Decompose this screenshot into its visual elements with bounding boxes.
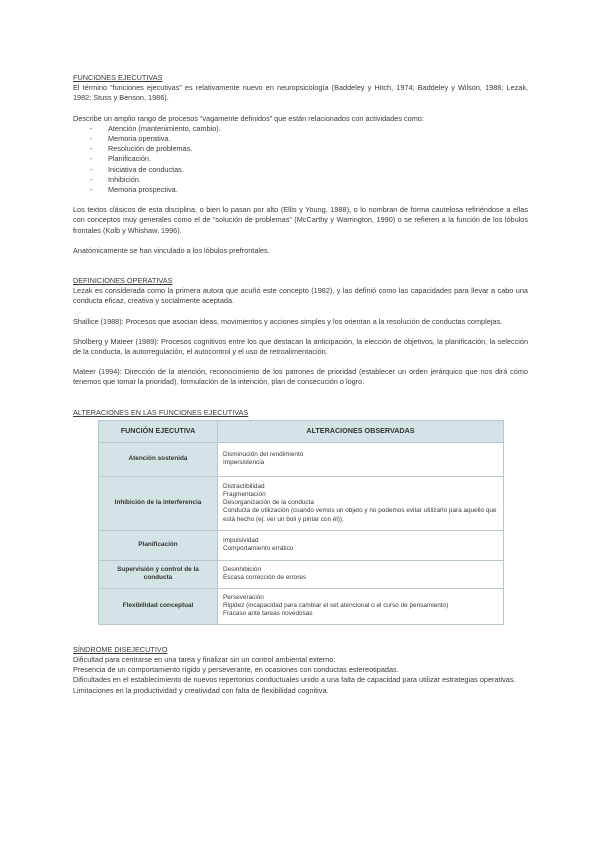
classics-paragraph: Los textos clásicos de esta disciplina, o bien lo pasan por alto (Ellis y Young, 1988), o lo nombran de forma cautelosa refiriéndose a ellas con conceptos muy generales como el de “solución de problemas” (McCarthy y Warrington, 1990) o se refieren a la función de los lóbulos frontales (Kolb y Whishaw, 1996). [73,205,528,235]
describe-paragraph: Describe un amplio rango de procesos “vagamente definidos” que están relacionados con actividades como: [73,113,424,123]
alterations-cell [218,560,504,588]
alteraciones-table [98,420,504,625]
alteration-line: Desinhibición [223,566,262,574]
alteration-line: Fragmentación [223,491,266,499]
section-heading-alteraciones: ALTERACIONES EN LAS FUNCIONES EJECUTIVAS [73,407,249,417]
alteration-line: Impersistencia [223,459,265,467]
function-cell: Inhibición de la interferencia [99,476,218,530]
sindrome-line: Limitaciones en la productividad y creatividad con falta de flexibilidad cognitiva. [73,685,329,695]
alteration-line: Desorganización de la conducta [223,499,314,507]
section-heading-definiciones: DEFINICIONES OPERATIVAS [73,276,173,286]
list-item: - Iniciativa de conductas. [73,165,528,175]
function-cell: Planificación [99,530,218,560]
alteration-line: Fracaso ante tareas novedosas [223,610,313,618]
alteration-line: Disminución del rendimiento [223,451,304,459]
activities-list [73,124,528,195]
lezak-paragraph: Lezak es considerada como la primera autora que acuñó este concepto (1982), y las definió como las capacidades para llevar a cabo una conducta eficaz, creativa y socialmente aceptada. [73,286,528,306]
alteration-line: Perseveración [223,594,264,602]
intro-paragraph: El término “funciones ejecutivas” es relativamente nuevo en neuropsicología (Baddeley y Hitch, 1974; Baddeley y Wilson, 1988; Lezak, 1982; Stuss y Benson, 1986). [73,83,528,103]
sindrome-line: Presencia de un comportamiento rígido y perseverante, en ocasiones con conductas estereotipadas. [73,665,399,675]
table-row [99,442,504,476]
mateer-paragraph: Mateer (1994): Dirección de la atención, reconocimiento de los patrones de prioridad (establecer un orden jerárquico que nos dirá cómo tenemos que tomar la prioridad), formulación de la intención, plan de consecución o logro. [73,367,528,387]
table-row [99,530,504,560]
alterations-cell [218,476,504,530]
list-item: - Resolución de problemas. [73,144,528,154]
alteration-line: Impulsividad [223,537,259,545]
list-item: - Memoria prospectiva. [73,185,528,195]
table-row [99,476,504,530]
section-heading-funciones: FUNCIONES EJECUTIVAS [73,73,163,82]
alterations-cell [218,442,504,476]
alteration-line: Escasa corrección de errores [223,574,307,582]
document-page [73,73,528,696]
anatomy-paragraph: Anatómicamente se han vinculado a los lóbulos prefrontales. [73,245,270,255]
column-header-funcion: FUNCIÓN EJECUTIVA [99,420,218,442]
sholberg-paragraph: Sholberg y Mateer (1989): Procesos cognitivos entre los que destacan la anticipación, la elección de objetivos, la planificación, la selección de la conducta, la autorregulación, el autocontrol y el uso de retroalimentación. [73,336,528,357]
table-row [99,588,504,624]
alteration-line: Comportamiento errático [223,545,294,553]
alteration-line: Conducta de utilización (cuando vemos un objeto y no podemos evitar utilizarlo para aquello que está hecho (ej: ver un boli y pintar con él)). [223,507,497,523]
list-item: - Inhibición. [73,175,528,185]
table-row [99,560,504,588]
function-cell: Flexibilidad conceptual [99,588,218,624]
alterations-cell [218,588,504,624]
column-header-alteraciones: ALTERACIONES OBSERVADAS [218,420,504,442]
list-item: - Atención (mantenimiento, cambio). [73,124,528,134]
list-item: - Memoria operativa. [73,134,528,144]
alterations-cell [218,530,504,560]
alteration-line: Rigidez (incapacidad para cambiar el set atencional o el curso de pensamiento) [223,602,449,610]
sindrome-line: Dificultades en el establecimiento de nuevos repertorios conductuales unido a una falta de capacidad para utilizar estrategias operativas. [73,675,516,685]
function-cell: Atención sostenida [99,442,218,476]
shallice-paragraph: Shallice (1988): Procesos que asocian ideas, movimientos y acciones simples y los orientan a la resolución de conductas complejas. [73,316,503,326]
function-cell: Supervisión y control de la conducta [99,560,218,588]
sindrome-line: Dificultad para centrarse en una tarea y finalizar sin un control ambiental externo. [73,655,336,665]
list-item: - Planificación. [73,154,528,164]
section-heading-sindrome: SÍNDROME DISEJECUTIVO [73,644,168,654]
alteration-line: Distractibilidad [223,482,265,490]
table-header-row [99,420,504,442]
